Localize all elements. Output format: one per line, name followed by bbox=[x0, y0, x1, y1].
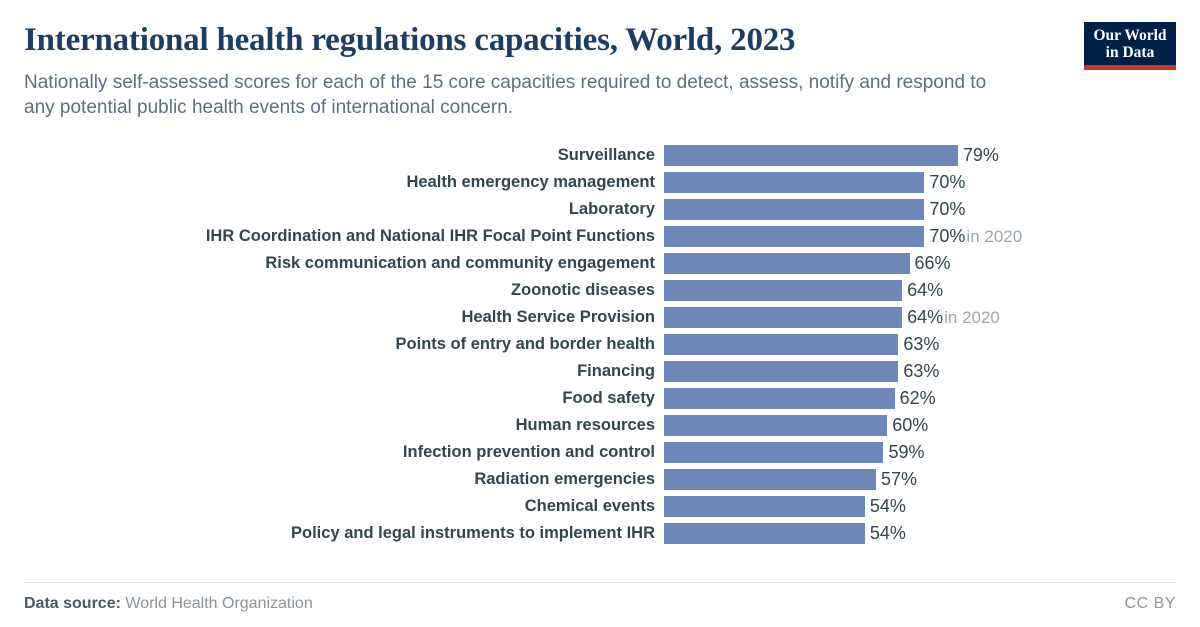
value-label: 66% bbox=[914, 253, 951, 274]
bar[interactable] bbox=[664, 442, 883, 463]
data-source bbox=[24, 595, 313, 613]
bar-area bbox=[664, 439, 1176, 466]
chart-row bbox=[24, 358, 1176, 385]
chart-row bbox=[24, 385, 1176, 412]
category-label: Infection prevention and control bbox=[402, 443, 655, 462]
chart-row bbox=[24, 223, 1176, 250]
category-label: Risk communication and community engagement bbox=[265, 254, 655, 273]
value-label: 70% bbox=[929, 172, 966, 193]
bar[interactable] bbox=[664, 334, 898, 355]
value-label: 54% bbox=[869, 496, 906, 517]
bar[interactable] bbox=[664, 226, 924, 247]
value-label: 60% bbox=[892, 415, 929, 436]
bar-area bbox=[664, 169, 1176, 196]
bar[interactable] bbox=[664, 523, 865, 544]
page-subtitle: Nationally self-assessed scores for each of the 15 core capacities required to detect, assess, notify and respond to any potential public health events of international concern. bbox=[24, 71, 987, 119]
bar-chart bbox=[24, 142, 1176, 547]
value-label: 57% bbox=[881, 469, 918, 490]
bar[interactable] bbox=[664, 388, 895, 409]
chart-header bbox=[24, 0, 1176, 120]
chart-row bbox=[24, 142, 1176, 169]
chart-row bbox=[24, 439, 1176, 466]
page-title: International health regulations capacities, World, 2023 bbox=[24, 22, 796, 58]
chart-row bbox=[24, 169, 1176, 196]
bar[interactable] bbox=[664, 199, 924, 220]
value-label: 63% bbox=[903, 361, 940, 382]
chart-row bbox=[24, 493, 1176, 520]
category-label: Radiation emergencies bbox=[474, 470, 655, 489]
bar-area bbox=[664, 223, 1176, 250]
value-label: 70% bbox=[929, 226, 966, 247]
bar[interactable] bbox=[664, 496, 865, 517]
chart-row bbox=[24, 466, 1176, 493]
value-label: 59% bbox=[888, 442, 925, 463]
bar[interactable] bbox=[664, 253, 910, 274]
bar[interactable] bbox=[664, 172, 924, 193]
category-label: Surveillance bbox=[557, 146, 655, 165]
value-annotation: in 2020 bbox=[944, 307, 1000, 327]
bar-area bbox=[664, 304, 1176, 331]
bar-area bbox=[664, 358, 1176, 385]
license-label[interactable]: CC BY bbox=[1124, 595, 1176, 612]
bar[interactable] bbox=[664, 280, 902, 301]
bar-area bbox=[664, 250, 1176, 277]
data-source-label: Data source: bbox=[24, 595, 121, 612]
bar-area bbox=[664, 331, 1176, 358]
category-label: Health emergency management bbox=[406, 173, 655, 192]
chart-row bbox=[24, 196, 1176, 223]
value-label: 63% bbox=[903, 334, 940, 355]
value-label: 62% bbox=[899, 388, 936, 409]
logo-line-2: in Data bbox=[1105, 44, 1155, 62]
data-source-value: World Health Organization bbox=[125, 595, 313, 612]
bar[interactable] bbox=[664, 469, 876, 490]
value-label: 79% bbox=[962, 145, 999, 166]
category-label: IHR Coordination and National IHR Focal Point Functions bbox=[205, 227, 655, 246]
bar-area bbox=[664, 466, 1176, 493]
chart-row bbox=[24, 304, 1176, 331]
category-label: Laboratory bbox=[568, 200, 655, 219]
bar-area bbox=[664, 520, 1176, 547]
category-label: Financing bbox=[577, 362, 655, 381]
bar[interactable] bbox=[664, 361, 898, 382]
bar-area bbox=[664, 142, 1176, 169]
bar-area bbox=[664, 493, 1176, 520]
bar[interactable] bbox=[664, 307, 902, 328]
category-label: Points of entry and border health bbox=[395, 335, 655, 354]
bar[interactable] bbox=[664, 415, 887, 436]
chart-row bbox=[24, 412, 1176, 439]
category-label: Chemical events bbox=[524, 497, 655, 516]
bar-area bbox=[664, 385, 1176, 412]
chart-row bbox=[24, 250, 1176, 277]
category-label: Policy and legal instruments to implement IHR bbox=[291, 524, 655, 543]
logo-line-1: Our World bbox=[1093, 27, 1167, 44]
bar[interactable] bbox=[664, 145, 958, 166]
category-label: Food safety bbox=[562, 389, 655, 408]
value-label: 70% bbox=[929, 199, 966, 220]
chart-row bbox=[24, 331, 1176, 358]
our-world-in-data-logo[interactable] bbox=[1084, 22, 1176, 70]
category-label: Health Service Provision bbox=[461, 308, 655, 327]
category-label: Human resources bbox=[515, 416, 655, 435]
bar-area bbox=[664, 412, 1176, 439]
category-label: Zoonotic diseases bbox=[511, 281, 655, 300]
bar-area bbox=[664, 277, 1176, 304]
chart-footer bbox=[24, 582, 1176, 613]
bar-area bbox=[664, 196, 1176, 223]
value-label: 64% bbox=[907, 307, 944, 328]
chart-row bbox=[24, 520, 1176, 547]
value-label: 54% bbox=[869, 523, 906, 544]
chart-row bbox=[24, 277, 1176, 304]
value-label: 64% bbox=[907, 280, 944, 301]
value-annotation: in 2020 bbox=[966, 226, 1023, 246]
